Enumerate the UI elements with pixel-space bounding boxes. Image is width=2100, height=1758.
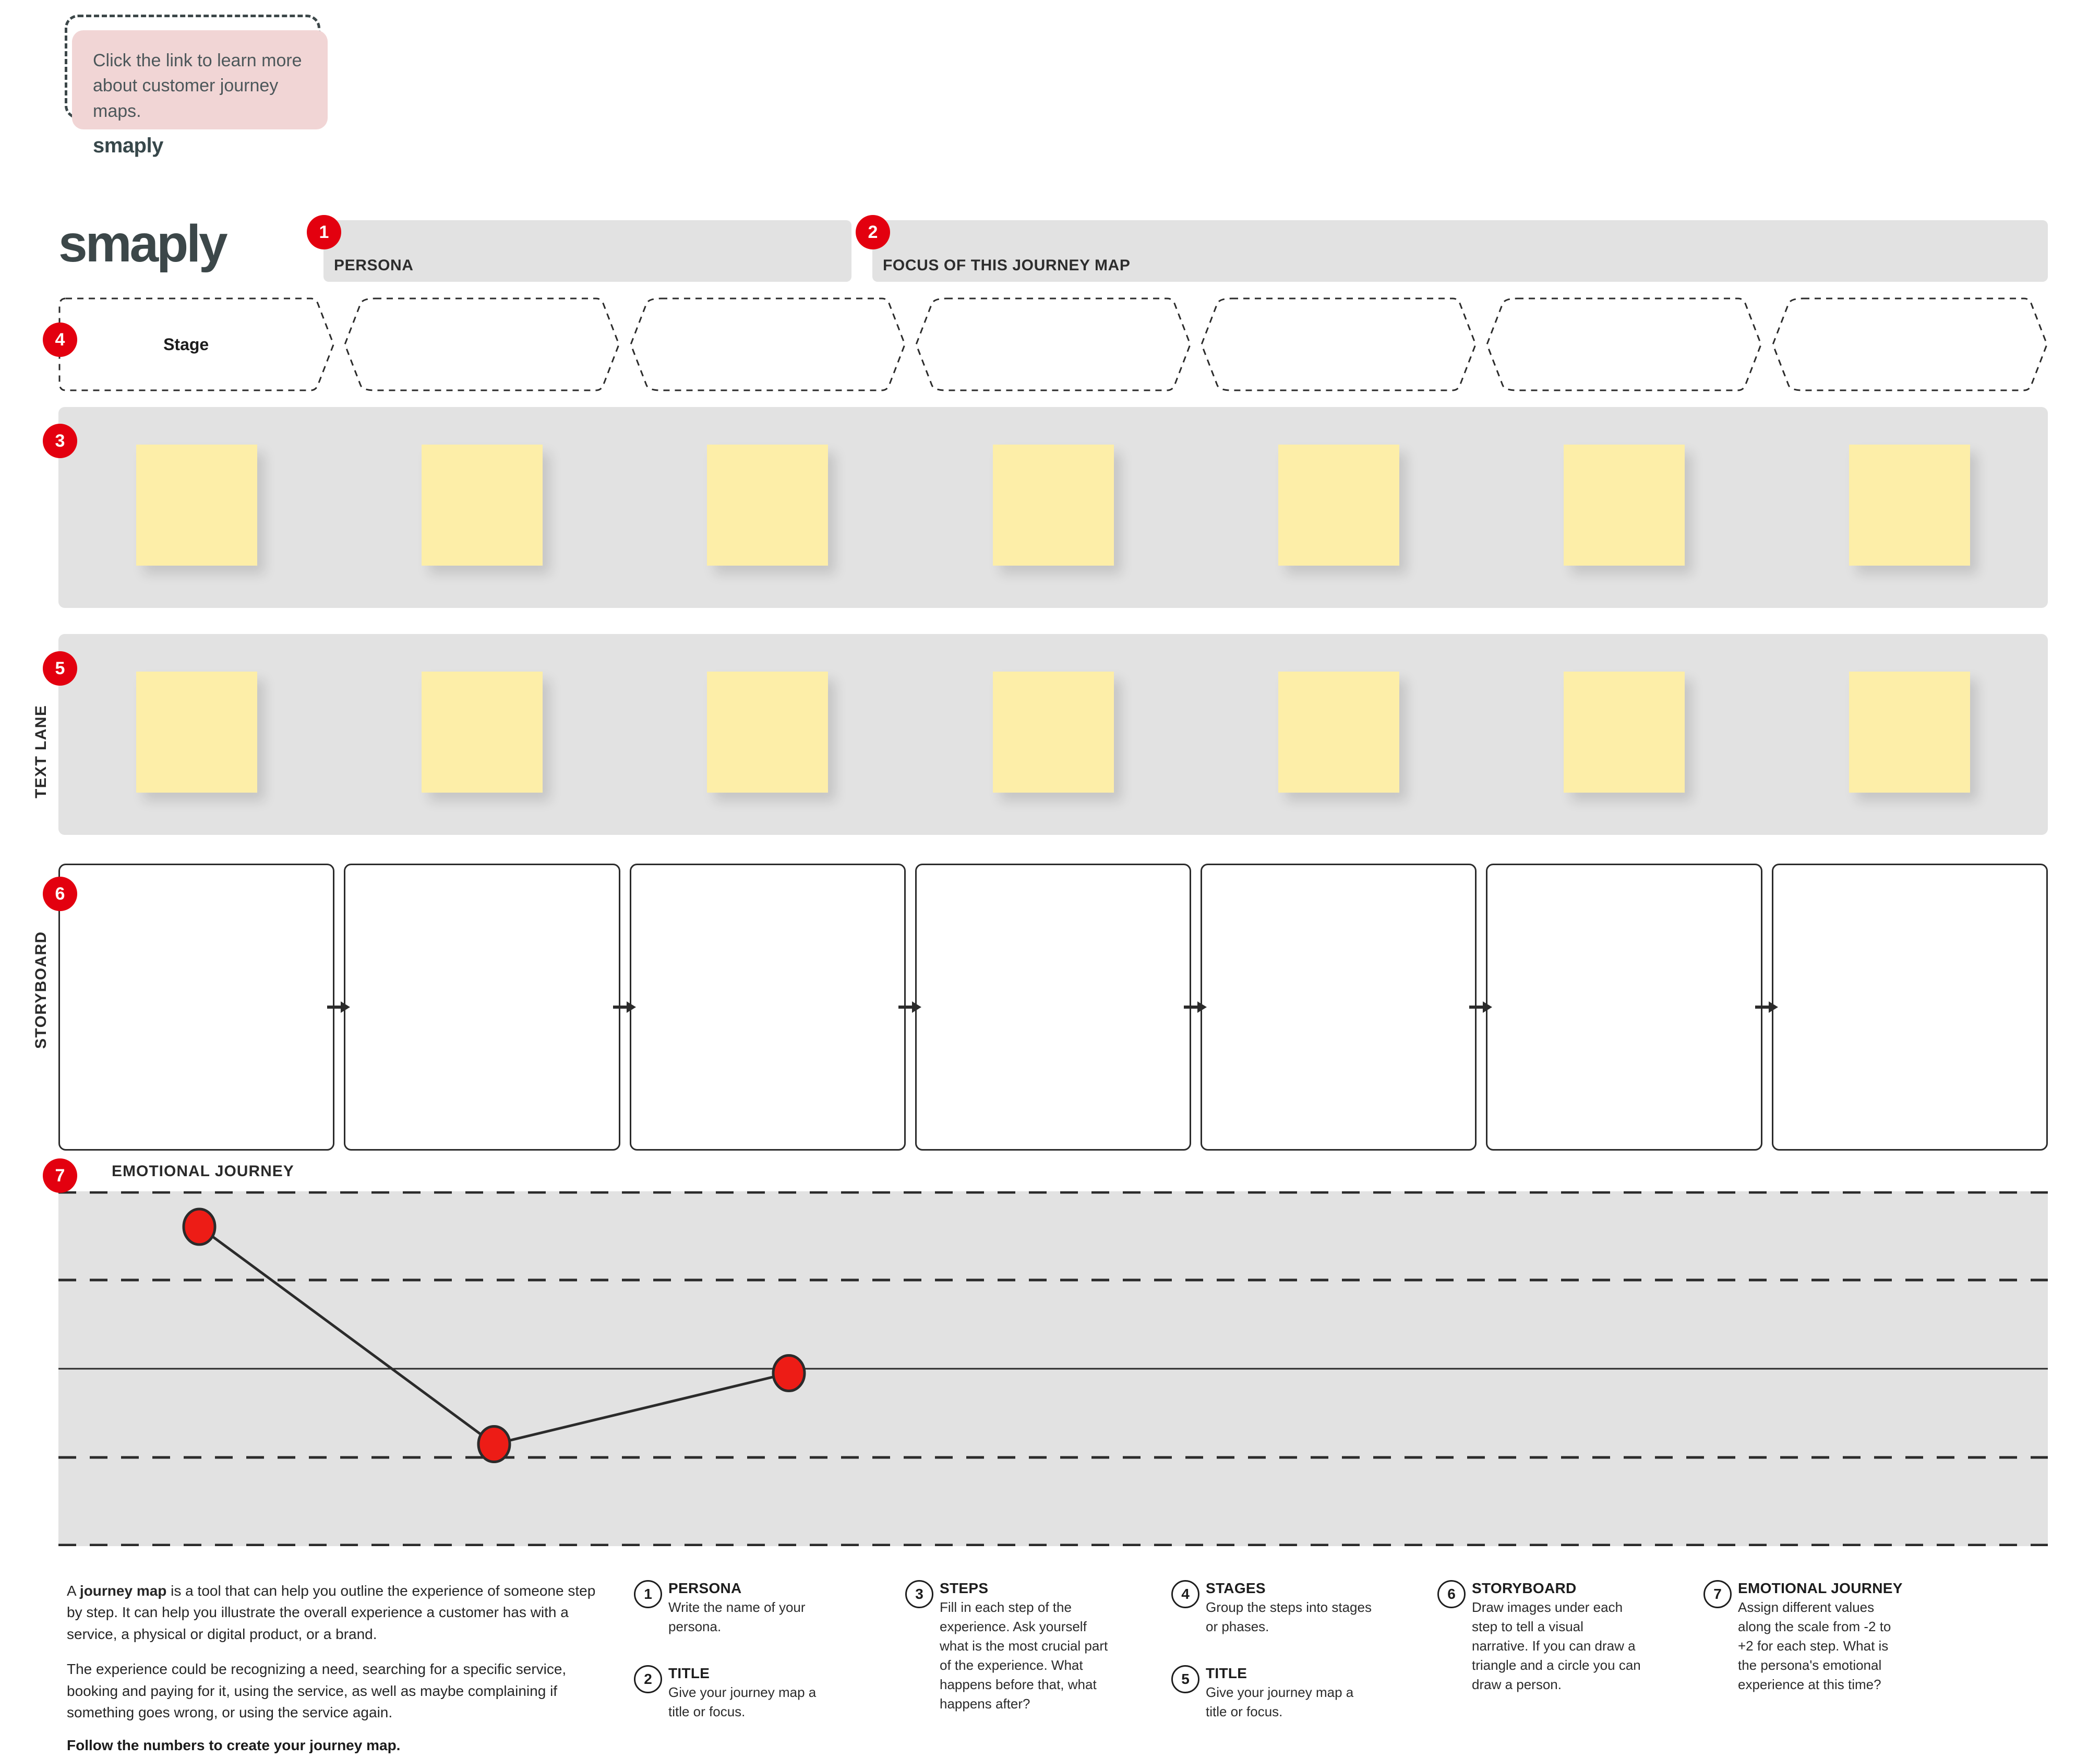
storyboard-frame[interactable] — [1201, 864, 1477, 1151]
stage-box[interactable] — [344, 297, 620, 391]
focus-field[interactable] — [872, 220, 2048, 282]
persona-label: PERSONA — [334, 257, 414, 274]
legend-number-badge: 1 — [634, 1580, 662, 1608]
smaply-logo: smaply — [58, 214, 226, 273]
legend-item-2 — [634, 1665, 837, 1721]
stage-box[interactable] — [58, 297, 334, 391]
stage-outline-icon — [915, 297, 1191, 391]
legend-number-badge: 7 — [1703, 1580, 1732, 1608]
storyboard-frame[interactable] — [1486, 864, 1762, 1151]
step-sticky-note[interactable] — [422, 445, 543, 566]
text-lane-sticky-note[interactable] — [136, 672, 257, 793]
text-lane-sticky-note[interactable] — [1278, 672, 1399, 793]
step-sticky-note[interactable] — [993, 445, 1114, 566]
legend-title: TITLE — [668, 1665, 710, 1681]
emotional-journey-plot — [58, 1191, 2048, 1546]
footer-p1-bold: journey map — [79, 1583, 167, 1599]
storyboard-label: STORYBOARD — [32, 931, 50, 1049]
legend-title: STEPS — [940, 1580, 989, 1596]
legend-number-badge: 4 — [1171, 1580, 1199, 1608]
stage-outline-icon — [630, 297, 906, 391]
storyboard-frame[interactable] — [344, 864, 620, 1151]
focus-label: FOCUS OF THIS JOURNEY MAP — [883, 257, 1131, 274]
legend-description: Fill in each step of the experience. Ask yourself what is the most crucial part of the experience. What happens before that, what happens after? — [940, 1599, 1108, 1712]
storyboard-frame[interactable] — [630, 864, 906, 1151]
stage-first-label: Stage — [163, 334, 209, 354]
stage-outline-icon — [1486, 297, 1762, 391]
badge-1-persona: 1 — [307, 215, 341, 249]
stage-box[interactable] — [630, 297, 906, 391]
badge-7-emotional-journey: 7 — [43, 1158, 77, 1193]
step-sticky-note[interactable] — [1278, 445, 1399, 566]
storyboard-flow-arrow-icon — [1469, 1000, 1493, 1014]
text-lane-sticky-note[interactable] — [993, 672, 1114, 793]
footer-paragraph-2: The experience could be recognizing a need, searching for a specific service, booking and paying for it, using the service, as well as maybe complaining if something goes wrong, or using the service again. — [67, 1661, 567, 1721]
storyboard-flow-arrow-icon — [1184, 1000, 1208, 1014]
callout-card[interactable] — [72, 30, 328, 157]
text-lane — [58, 634, 2048, 835]
legend-title: STORYBOARD — [1472, 1580, 1577, 1596]
legend-description: Draw images under each step to tell a visual narrative. If you can draw a triangle and a circle you can draw a person. — [1472, 1599, 1641, 1692]
stage-box[interactable] — [1486, 297, 1762, 391]
stage-box[interactable] — [1201, 297, 1477, 391]
storyboard-frame[interactable] — [915, 864, 1191, 1151]
legend-description: Group the steps into stages or phases. — [1206, 1599, 1372, 1634]
text-lane-sticky-note[interactable] — [1564, 672, 1685, 793]
badge-6-storyboard: 6 — [43, 877, 77, 911]
stage-outline-icon — [1772, 297, 2048, 391]
text-lane-sticky-note[interactable] — [422, 672, 543, 793]
step-sticky-note[interactable] — [707, 445, 828, 566]
legend-title: STAGES — [1206, 1580, 1266, 1596]
legend-description: Give your journey map a title or focus. — [668, 1684, 817, 1719]
legend-item-3 — [905, 1580, 1109, 1713]
callout-text: Click the link to learn more about customer journey maps. — [93, 51, 302, 121]
step-sticky-note[interactable] — [1564, 445, 1685, 566]
legend-description: Give your journey map a title or focus. — [1206, 1684, 1354, 1719]
storyboard-flow-arrow-icon — [1755, 1000, 1779, 1014]
legend-item-7 — [1703, 1580, 1907, 1694]
legend-number-badge: 3 — [905, 1580, 933, 1608]
stage-row — [0, 297, 2100, 391]
footer-paragraph-1 — [67, 1580, 604, 1645]
legend-item-1 — [634, 1580, 837, 1636]
step-sticky-note[interactable] — [136, 445, 257, 566]
text-lane-label: TEXT LANE — [32, 704, 50, 798]
step-sticky-note[interactable] — [1849, 445, 1970, 566]
badge-4-stages: 4 — [43, 322, 77, 357]
emotional-journey-label: EMOTIONAL JOURNEY — [112, 1163, 294, 1180]
storyboard-row — [0, 864, 2100, 1151]
legend-item-4 — [1171, 1580, 1375, 1636]
persona-field[interactable] — [323, 220, 851, 282]
footer-intro — [67, 1580, 604, 1754]
badge-2-focus: 2 — [856, 215, 890, 249]
storyboard-frame[interactable] — [58, 864, 334, 1151]
legend-number-badge: 6 — [1437, 1580, 1466, 1608]
legend-title: PERSONA — [668, 1580, 742, 1596]
storyboard-flow-arrow-icon — [327, 1000, 351, 1014]
text-lane-sticky-note[interactable] — [1849, 672, 1970, 793]
stage-outline-icon — [1201, 297, 1477, 391]
footer-p1-lead: A — [67, 1583, 80, 1599]
legend-item-5 — [1171, 1665, 1375, 1721]
legend-title: EMOTIONAL JOURNEY — [1738, 1580, 1903, 1596]
steps-lane — [58, 407, 2048, 608]
legend-title: TITLE — [1206, 1665, 1247, 1681]
legend-number-badge: 2 — [634, 1665, 662, 1693]
text-lane-sticky-note[interactable] — [707, 672, 828, 793]
emotional-journey-chart[interactable] — [58, 1191, 2048, 1546]
legend-description: Assign different values along the scale from -2 to +2 for each step. What is the persona's emotional experience at this time? — [1738, 1599, 1891, 1692]
footer-p1-rest: is a tool that can help you outline the experience of someone step by step. It can help you illustrate the overall experience a customer has with a service, a physical or digital product, or a brand. — [67, 1583, 596, 1642]
badge-5-text-lane: 5 — [43, 651, 77, 686]
badge-3-steps: 3 — [43, 424, 77, 458]
footer-closing: Follow the numbers to create your journey map. — [67, 1737, 401, 1753]
storyboard-frame[interactable] — [1772, 864, 2048, 1151]
legend-description: Write the name of your persona. — [668, 1599, 806, 1634]
legend-number-badge: 5 — [1171, 1665, 1199, 1693]
storyboard-flow-arrow-icon — [898, 1000, 922, 1014]
storyboard-flow-arrow-icon — [613, 1000, 637, 1014]
stage-outline-icon — [344, 297, 620, 391]
stage-box[interactable] — [915, 297, 1191, 391]
callout-brand-logo: smaply — [93, 134, 163, 157]
stage-box[interactable] — [1772, 297, 2048, 391]
legend-item-6 — [1437, 1580, 1641, 1694]
